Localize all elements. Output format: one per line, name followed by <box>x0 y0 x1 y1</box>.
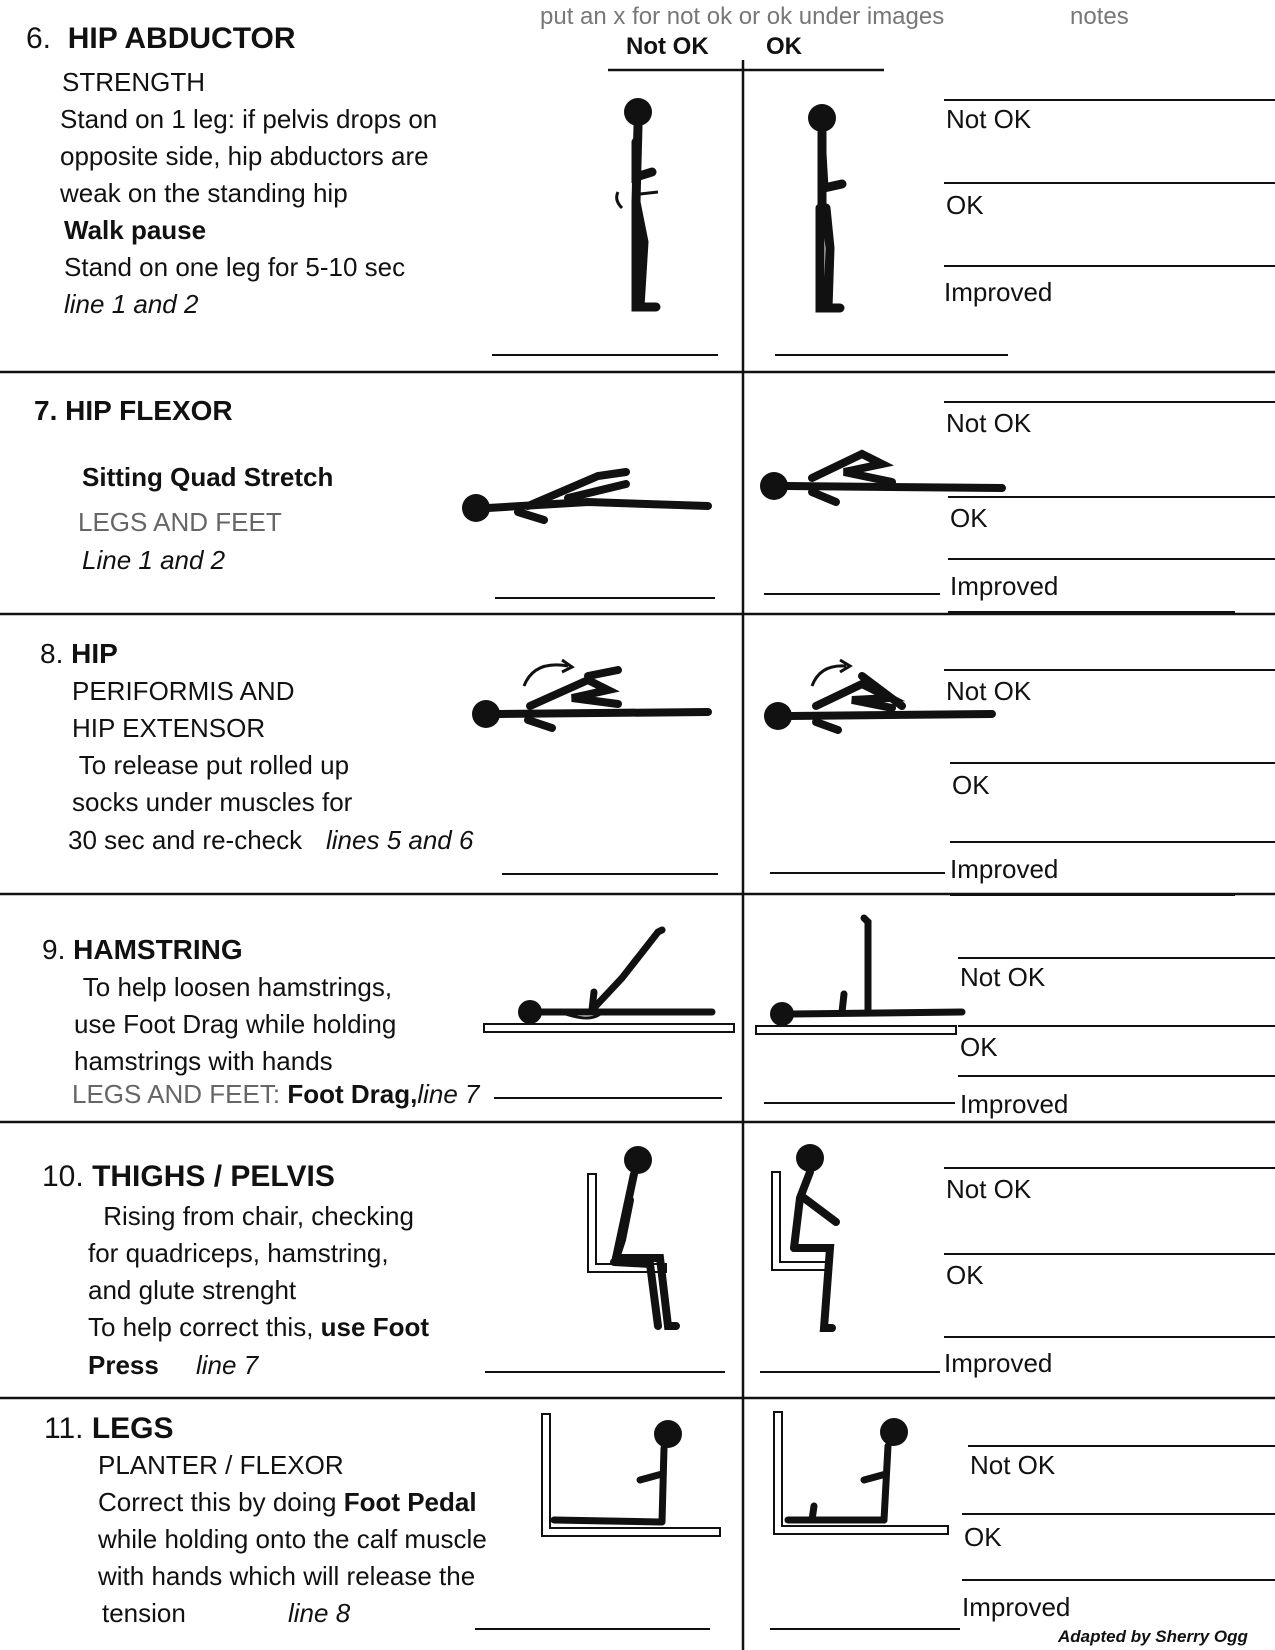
notes-option-ok[interactable]: OK <box>960 1032 998 1062</box>
section-7-heading <box>34 395 233 427</box>
notes-option-ok[interactable]: OK <box>950 503 988 533</box>
notes-option-ok[interactable]: OK <box>946 1260 984 1290</box>
section-text: Walk pause <box>64 215 207 245</box>
section-text: To help loosen hamstrings, <box>76 972 393 1002</box>
notes-header: notes <box>1070 3 1129 30</box>
section-11-line <box>98 1487 477 1517</box>
section-number: 6. <box>26 22 52 55</box>
section-11-heading <box>44 1412 174 1446</box>
section-title: HAMSTRING <box>73 934 243 965</box>
section-text: PLANTER / FLEXOR <box>98 1450 344 1480</box>
section-text: HIP EXTENSOR <box>72 713 266 743</box>
notes-option-improved[interactable]: Improved <box>962 1592 1071 1622</box>
seated-leg-ok-icon[interactable] <box>772 1410 952 1550</box>
section-number: 11. <box>44 1412 84 1445</box>
section-text: 30 sec and re-check <box>68 825 303 855</box>
notes-option-improved[interactable]: Improved <box>944 277 1053 307</box>
quad-stretch-ok-icon[interactable] <box>752 446 1012 516</box>
section-title: HIP FLEXOR <box>65 395 233 426</box>
notes-option-not-ok[interactable]: Not OK <box>946 1174 1032 1204</box>
section-text: line 8 <box>288 1598 351 1628</box>
notes-option-not-ok[interactable]: Not OK <box>960 962 1046 992</box>
chair-rise-not-ok-icon[interactable] <box>586 1140 716 1340</box>
section-title: HIP ABDUCTOR <box>67 22 296 55</box>
section-10-heading <box>42 1160 335 1194</box>
section-text: Rising from chair, checking <box>96 1201 414 1231</box>
section-text: Press <box>88 1350 159 1380</box>
seated-leg-not-ok-icon[interactable] <box>540 1412 725 1552</box>
section-text: Stand on 1 leg: if pelvis drops on <box>60 104 438 134</box>
section-text: STRENGTH <box>62 67 205 97</box>
notes-option-improved[interactable]: Improved <box>950 571 1059 601</box>
section-text: tension <box>102 1598 186 1628</box>
section-number: 7. <box>34 395 58 426</box>
section-text: for quadriceps, hamstring, <box>88 1238 389 1268</box>
credit-text: Adapted by Sherry Ogg <box>1058 1627 1248 1646</box>
section-text: use Foot Drag while holding <box>74 1009 397 1039</box>
notes-option-improved[interactable]: Improved <box>960 1089 1069 1119</box>
section-text: Stand on one leg for 5-10 sec <box>64 252 406 282</box>
section-text: LEGS AND FEET <box>78 507 282 537</box>
section-title: HIP <box>71 638 118 669</box>
section-title: THIGHS / PELVIS <box>92 1160 335 1193</box>
section-text: Line 1 and 2 <box>82 545 226 575</box>
notes-option-not-ok[interactable]: Not OK <box>970 1450 1056 1480</box>
not-ok-column-header: Not OK <box>626 33 709 60</box>
notes-option-ok[interactable]: OK <box>964 1522 1002 1552</box>
piriformis-stretch-ok-icon[interactable] <box>752 650 1002 740</box>
section-text: line 1 and 2 <box>64 289 199 319</box>
section-text: use Foot <box>320 1312 430 1342</box>
section-text: PERIFORMIS AND <box>72 676 295 706</box>
hamstring-stretch-not-ok-icon[interactable] <box>482 920 742 1040</box>
section-text: To release put rolled up <box>72 750 350 780</box>
section-text: Foot Drag, <box>287 1079 418 1109</box>
section-6-heading <box>26 22 296 56</box>
section-text: Correct this by doing <box>98 1487 337 1517</box>
section-number: 10. <box>42 1160 84 1193</box>
section-number: 8. <box>40 638 64 669</box>
section-text: lines 5 and 6 <box>326 825 474 855</box>
section-text: hamstrings with hands <box>74 1046 333 1076</box>
piriformis-stretch-not-ok-icon[interactable] <box>468 650 718 740</box>
section-text: Foot Pedal <box>343 1487 477 1517</box>
quad-stretch-not-ok-icon[interactable] <box>458 462 718 532</box>
section-text: Sitting Quad Stretch <box>82 462 334 492</box>
section-8-heading <box>40 638 118 670</box>
notes-option-improved[interactable]: Improved <box>944 1348 1053 1378</box>
notes-option-not-ok[interactable]: Not OK <box>946 676 1032 706</box>
section-text: To help correct this, <box>88 1312 314 1342</box>
ok-column-header: OK <box>766 33 802 60</box>
section-title: LEGS <box>91 1412 174 1445</box>
section-text: and glute strenght <box>88 1275 297 1305</box>
notes-option-ok[interactable]: OK <box>952 770 990 800</box>
section-text: opposite side, hip abductors are <box>60 141 429 171</box>
section-text: with hands which will release the <box>98 1561 476 1591</box>
standing-figure-not-ok-icon[interactable] <box>610 92 700 322</box>
section-text: weak on the standing hip <box>60 178 348 208</box>
section-9-heading <box>42 934 243 966</box>
section-text: LEGS AND FEET: <box>72 1079 281 1109</box>
notes-option-not-ok[interactable]: Not OK <box>946 408 1032 438</box>
section-number: 9. <box>42 934 66 965</box>
notes-option-improved[interactable]: Improved <box>950 854 1059 884</box>
notes-option-ok[interactable]: OK <box>946 190 984 220</box>
section-text: socks under muscles for <box>72 787 353 817</box>
section-text: line 7 <box>417 1079 480 1109</box>
section-text: while holding onto the calf muscle <box>98 1524 487 1554</box>
section-text: line 7 <box>196 1350 259 1380</box>
standing-figure-ok-icon[interactable] <box>800 98 880 323</box>
section-10-line <box>88 1312 429 1342</box>
instruction-text: put an x for not ok or ok under images <box>540 3 945 30</box>
notes-option-not-ok[interactable]: Not OK <box>946 104 1032 134</box>
hamstring-stretch-ok-icon[interactable] <box>752 908 972 1038</box>
chair-rise-ok-icon[interactable] <box>770 1138 880 1338</box>
section-9-last-line <box>72 1079 479 1109</box>
